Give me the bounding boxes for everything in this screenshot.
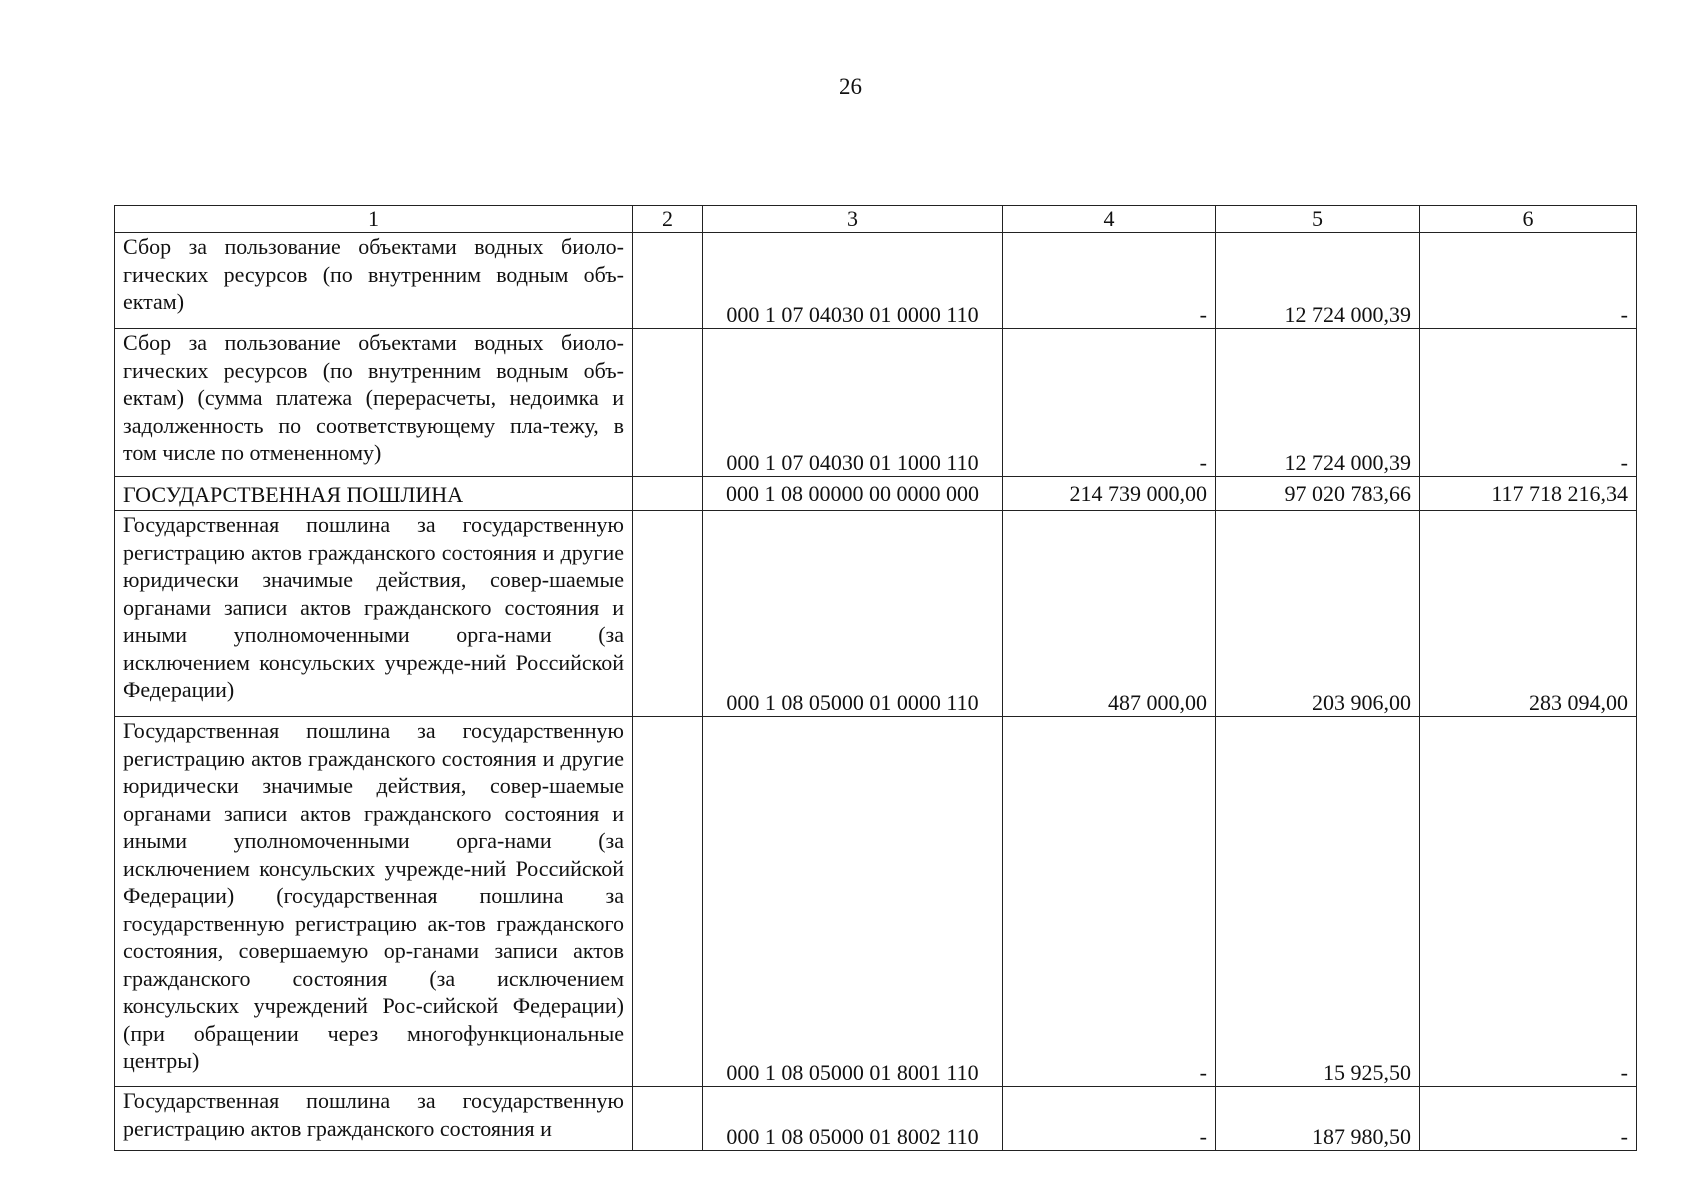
column-5-value-cell: 15 925,50 xyxy=(1216,717,1420,1087)
budget-code-cell: 000 1 07 04030 01 1000 110 xyxy=(703,329,1003,477)
budget-code-cell: 000 1 08 05000 01 8002 110 xyxy=(703,1087,1003,1151)
column-5-value-cell: 187 980,50 xyxy=(1216,1087,1420,1151)
column-4-value-cell: - xyxy=(1003,717,1216,1087)
income-name-cell: ГОСУДАРСТВЕННАЯ ПОШЛИНА xyxy=(115,477,633,511)
page-number: 26 xyxy=(839,74,862,99)
table-row xyxy=(115,233,1637,329)
budget-code-cell: 000 1 08 05000 01 0000 110 xyxy=(703,511,1003,717)
column-number-row xyxy=(115,206,1637,233)
table-row xyxy=(115,717,1637,1087)
column-6-value-cell: - xyxy=(1420,717,1637,1087)
column-5-value-cell: 12 724 000,39 xyxy=(1216,233,1420,329)
budget-code-cell: 000 1 08 00000 00 0000 000 xyxy=(703,477,1003,511)
column-5-value-cell: 97 020 783,66 xyxy=(1216,477,1420,511)
column-2-cell xyxy=(633,511,703,717)
column-6-value-cell: 283 094,00 xyxy=(1420,511,1637,717)
column-2-cell xyxy=(633,717,703,1087)
column-4-value-cell: - xyxy=(1003,1087,1216,1151)
column-6-value-cell: - xyxy=(1420,1087,1637,1151)
column-header-5: 5 xyxy=(1216,206,1420,233)
income-name-cell: Государственная пошлина за государственную регистрацию актов гражданского состояния и другие юридически значимые действия, совер-шаемые органами записи актов гражданского состояния и иными уполномоченными орга-нами (за исключением консульских учрежде-ний Российской Федерации) xyxy=(115,511,633,717)
table-row xyxy=(115,511,1637,717)
column-header-1: 1 xyxy=(115,206,633,233)
column-header-2: 2 xyxy=(633,206,703,233)
budget-code-cell: 000 1 08 05000 01 8001 110 xyxy=(703,717,1003,1087)
revenue-table xyxy=(114,205,1637,1151)
column-5-value-cell: 12 724 000,39 xyxy=(1216,329,1420,477)
column-6-value-cell: - xyxy=(1420,233,1637,329)
income-name-cell: Сбор за пользование объектами водных биоло-гических ресурсов (по внутренним водным объ-ектам) (сумма платежа (перерасчеты, недоимка и задолженность по соответствующему пла-тежу, в том числе по отмененному) xyxy=(115,329,633,477)
income-name-cell: Сбор за пользование объектами водных биоло-гических ресурсов (по внутренним водным объ-ектам) xyxy=(115,233,633,329)
column-4-value-cell: 214 739 000,00 xyxy=(1003,477,1216,511)
budget-code-cell: 000 1 07 04030 01 0000 110 xyxy=(703,233,1003,329)
column-header-3: 3 xyxy=(703,206,1003,233)
column-header-4: 4 xyxy=(1003,206,1216,233)
column-2-cell xyxy=(633,477,703,511)
column-4-value-cell: - xyxy=(1003,233,1216,329)
column-6-value-cell: - xyxy=(1420,329,1637,477)
table-row xyxy=(115,1087,1637,1151)
income-name-cell: Государственная пошлина за государственную регистрацию актов гражданского состояния и xyxy=(115,1087,633,1151)
income-name-cell: Государственная пошлина за государственную регистрацию актов гражданского состояния и другие юридически значимые действия, совер-шаемые органами записи актов гражданского состояния и иными уполномоченными орга-нами (за исключением консульских учрежде-ний Российской Федерации) (государственная пошлина за государственную регистрацию ак-тов гражданского состояния, совершаемую ор-ганами записи актов гражданского состояния (за исключением консульских учреждений Рос-сийской Федерации) (при обращении через многофункциональные центры) xyxy=(115,717,633,1087)
column-6-value-cell: 117 718 216,34 xyxy=(1420,477,1637,511)
column-2-cell xyxy=(633,1087,703,1151)
column-4-value-cell: - xyxy=(1003,329,1216,477)
column-4-value-cell: 487 000,00 xyxy=(1003,511,1216,717)
column-2-cell xyxy=(633,329,703,477)
table-row xyxy=(115,477,1637,511)
column-5-value-cell: 203 906,00 xyxy=(1216,511,1420,717)
column-2-cell xyxy=(633,233,703,329)
column-header-6: 6 xyxy=(1420,206,1637,233)
table-row xyxy=(115,329,1637,477)
